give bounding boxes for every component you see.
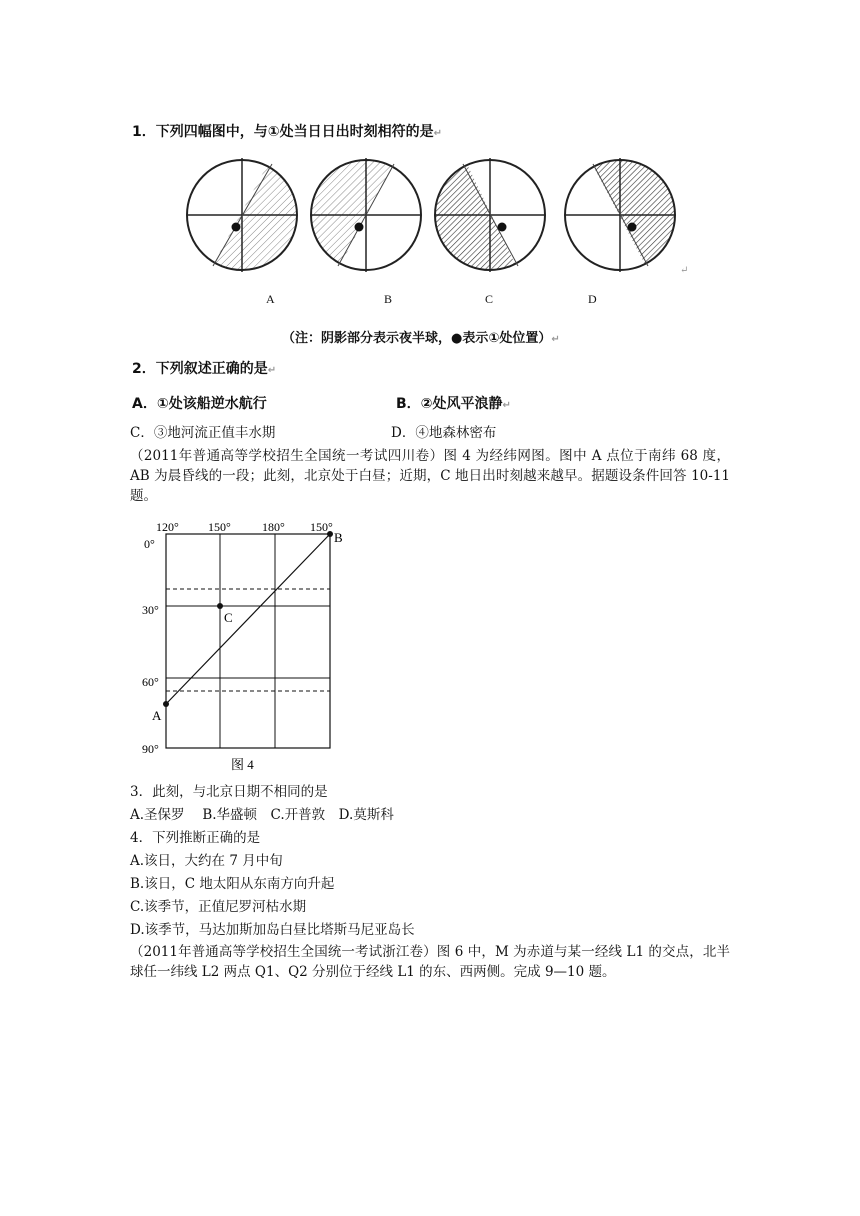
q1-option-d: D [588, 292, 597, 306]
diagram-d [565, 158, 675, 272]
lon-label-120: 120° [156, 520, 179, 534]
grid-frame [166, 534, 330, 748]
return-mark: ↵ [680, 265, 689, 276]
lon-label-150: 150° [208, 520, 231, 534]
diagram-a [187, 158, 297, 272]
q4-option-d: D.该季节，马达加斯加岛白昼比塔斯马尼亚岛长 [130, 922, 415, 938]
q2-option-a: A．①处该船逆水航行 [132, 396, 267, 412]
q1-diagrams [180, 150, 690, 280]
q1-option-b: B [384, 292, 393, 306]
q3-title: 3．此刻，与北京日期不相同的是 [130, 784, 328, 800]
diagram-c [435, 158, 545, 272]
label-point-b: B [334, 530, 343, 545]
q4-title: 4．下列推断正确的是 [130, 830, 261, 846]
q2-option-c: C．③地河流正值丰水期 [130, 425, 276, 441]
lat-label-30: 30° [142, 603, 159, 617]
intro-paragraph-2: （2011年普通高等学校招生全国统一考试浙江卷）图 6 中，M 为赤道与某一经线 L1 的交点，北半球任一纬线 L2 两点 Q1、Q2 分别位于经线 L1 的东、西两侧。完成 9—10 题。 [130, 944, 730, 980]
lat-label-0: 0° [144, 537, 155, 551]
figure-4-caption: 图 4 [231, 757, 254, 772]
q1-option-a: A [266, 292, 275, 306]
q4-option-a: A.该日，大约在 7 月中旬 [130, 853, 283, 869]
figure-4 [130, 516, 360, 776]
q2-option-d: D．④地森林密布 [391, 425, 497, 441]
label-point-c: C [224, 610, 233, 625]
label-point-a: A [152, 708, 162, 723]
lat-label-60: 60° [142, 675, 159, 689]
q2-option-b: B．②处风平浪静↵ [396, 396, 511, 412]
lat-label-90: 90° [142, 742, 159, 756]
lon-label-150e: 150° [310, 520, 333, 534]
lon-label-180: 180° [262, 520, 285, 534]
q1-note: （注：阴影部分表示夜半球，●表示①处位置）↵ [282, 331, 560, 346]
diagram-b [311, 158, 421, 272]
q4-option-b: B.该日，C 地太阳从东南方向升起 [130, 876, 335, 892]
q4-option-c: C.该季节，正值尼罗河枯水期 [130, 899, 307, 915]
q2-title: 2．下列叙述正确的是↵ [132, 361, 277, 377]
q3-options: A.圣保罗 B.华盛顿 C.开普敦 D.莫斯科 [130, 807, 394, 823]
q1-option-c: C [485, 292, 494, 306]
intro-paragraph-1: （2011年普通高等学校招生全国统一考试四川卷）图 4 为经纬网图。图中 A 点位于南纬 68 度，AB 为晨昏线的一段；此刻，北京处于白昼；近期，C 地日出时刻越来越早。据题设条件回答 10-11 题。 [130, 448, 730, 504]
point-a-dot [163, 701, 169, 707]
point-c-dot [217, 603, 223, 609]
q1-title: 1．下列四幅图中，与①处当日日出时刻相符的是↵ [132, 124, 442, 140]
